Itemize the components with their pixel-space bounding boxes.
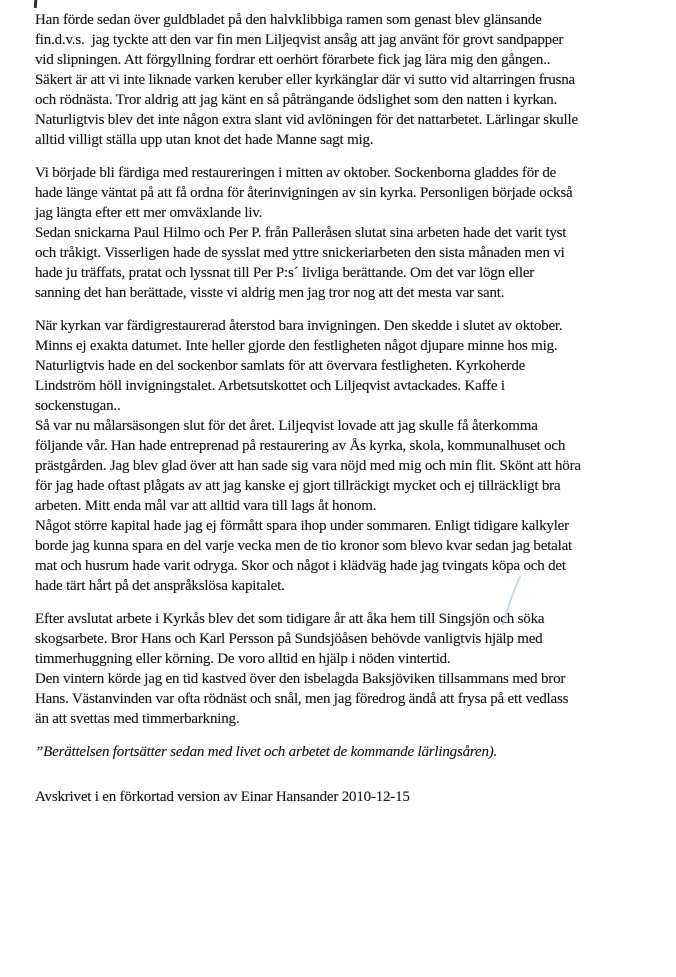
text-line: Naturligtvis blev det inte någon extra slant vid avlöningen för det nattarbetet. Lärlingar skulle (35, 112, 578, 128)
text-line: hade ju träffats, pratat och lyssnat till Per P:s´ livliga berättande. Om det var lögn eller (35, 265, 535, 281)
text-line: för jag hade oftast plågats av att jag kanske ej gjort tillräckigt mycket och ej tillräckligt bra (35, 478, 561, 494)
text-line: ”Berättelsen fortsätter sedan med livet och arbetet de kommande lärlingsåren). (35, 744, 498, 760)
text-line: hade tärt hårt på det anspråkslösa kapitalet. (35, 578, 285, 594)
text-line: Han förde sedan över guldbladet på den halvklibbiga ramen som genast blev glänsande (35, 12, 542, 28)
text-line: skogsarbete. Bror Hans och Karl Persson på Sundsjöåsen behövde vanligtvis hjälp med (35, 631, 543, 647)
text-line: prästgården. Jag blev glad över att han sade sig vara nöjd med mig och min flit. Skönt att höra (35, 458, 581, 474)
paragraph (35, 10, 666, 150)
text-line: sanning det han berättade, visste vi aldrig men jag tror nog att det mesta var sant. (35, 285, 505, 301)
text-line: arbeten. Mitt enda mål var att alltid vara till lags åt honom. (35, 498, 377, 514)
paragraph (35, 316, 666, 596)
text-line: fin.d.v.s. jag tyckte att den var fin men Liljeqvist ansåg att jag använt för grovt sandpapper (35, 32, 564, 48)
text-line: sockenstugan.. (35, 398, 121, 414)
text-line: borde jag kunna spara en del varje vecka men de tio kronor som blevo kvar sedan jag betalat (35, 538, 573, 554)
text-line: Något större kapital hade jag ej förmått spara ihop under sommaren. Enligt tidigare kalkyler (35, 518, 569, 534)
text-line: timmerhuggning eller körning. De voro alltid en hjälp i nöden vintertid. (35, 651, 451, 667)
text-line: och rödnästa. Tror aldrig att jag känt en så påträngande ödslighet som den natten i kyrkan. (35, 92, 558, 108)
paragraph (35, 609, 666, 729)
text-line: Hans. Västanvinden var ofta rödnäst och snål, men jag föredrog ändå att frysa på ett vedlass (35, 691, 569, 707)
paragraph (35, 163, 666, 303)
text-line: hade länge väntat på att få ordna för återinvigningen av sin kyrka. Personligen började också (35, 185, 573, 201)
text-line: alltid villigt ställa upp utan knot det hade Manne sagt mig. (35, 132, 374, 148)
text-line: Sedan snickarna Paul Hilmo och Per P. från Palleråsen slutat sina arbeten hade det varit tyst (35, 225, 567, 241)
text-line: än att svettas med timmerbarkning. (35, 711, 240, 727)
paragraph (35, 742, 666, 762)
document-page (35, 10, 666, 820)
text-line: Den vintern körde jag en tid kastved över den isbelagda Baksjöviken tillsammans med bror (35, 671, 566, 687)
text-line: Lindström höll invigningstalet. Arbetsutskottet och Liljeqvist avtackades. Kaffe i (35, 378, 505, 394)
text-line: vid slipningen. Att förgyllning fordrar ett oerhört förarbete fick jag lära mig den gången.. (35, 52, 551, 68)
text-line: följande vår. Han hade entreprenad på restaurering av Ås kyrka, skola, kommunalhuset och (35, 438, 566, 454)
paragraph (35, 787, 666, 807)
text-line: och tråkigt. Visserligen hade de sysslat med yttre snickeriarbeten den sista månaden men vi (35, 245, 565, 261)
text-line: Säkert är att vi inte liknade varken keruber eller kyrkänglar där vi sutto vid altarringen frusna (35, 72, 575, 88)
text-line: När kyrkan var färdigrestaurerad återstod bara invigningen. Den skedde i slutet av oktober. (35, 318, 563, 334)
text-line: Minns ej exakta datumet. Inte heller gjorde den festligheten något djupare minne hos mig. (35, 338, 558, 354)
text-line: mat och husrum hade varit odryga. Skor och något i klädväg hade jag tvingats köpa och det (35, 558, 566, 574)
text-line: Efter avslutat arbete i Kyrkås blev det som tidigare år att åka hem till Singsjön och söka (35, 611, 545, 627)
text-line: Vi började bli färdiga med restaureringen i mitten av oktober. Sockenborna gladdes för de (35, 165, 557, 181)
scan-artifact-tick (34, 0, 38, 8)
text-line: Avskrivet i en förkortad version av Einar Hansander 2010-12-15 (35, 789, 410, 805)
text-line: Så var nu målarsäsongen slut för det året. Liljeqvist lovade att jag skulle få återkomma (35, 418, 538, 434)
text-line: jag längta efter ett mer omväxlande liv. (35, 205, 263, 221)
text-line: Naturligtvis hade en del sockenbor samlats för att övervara festligheten. Kyrkoherde (35, 358, 526, 374)
